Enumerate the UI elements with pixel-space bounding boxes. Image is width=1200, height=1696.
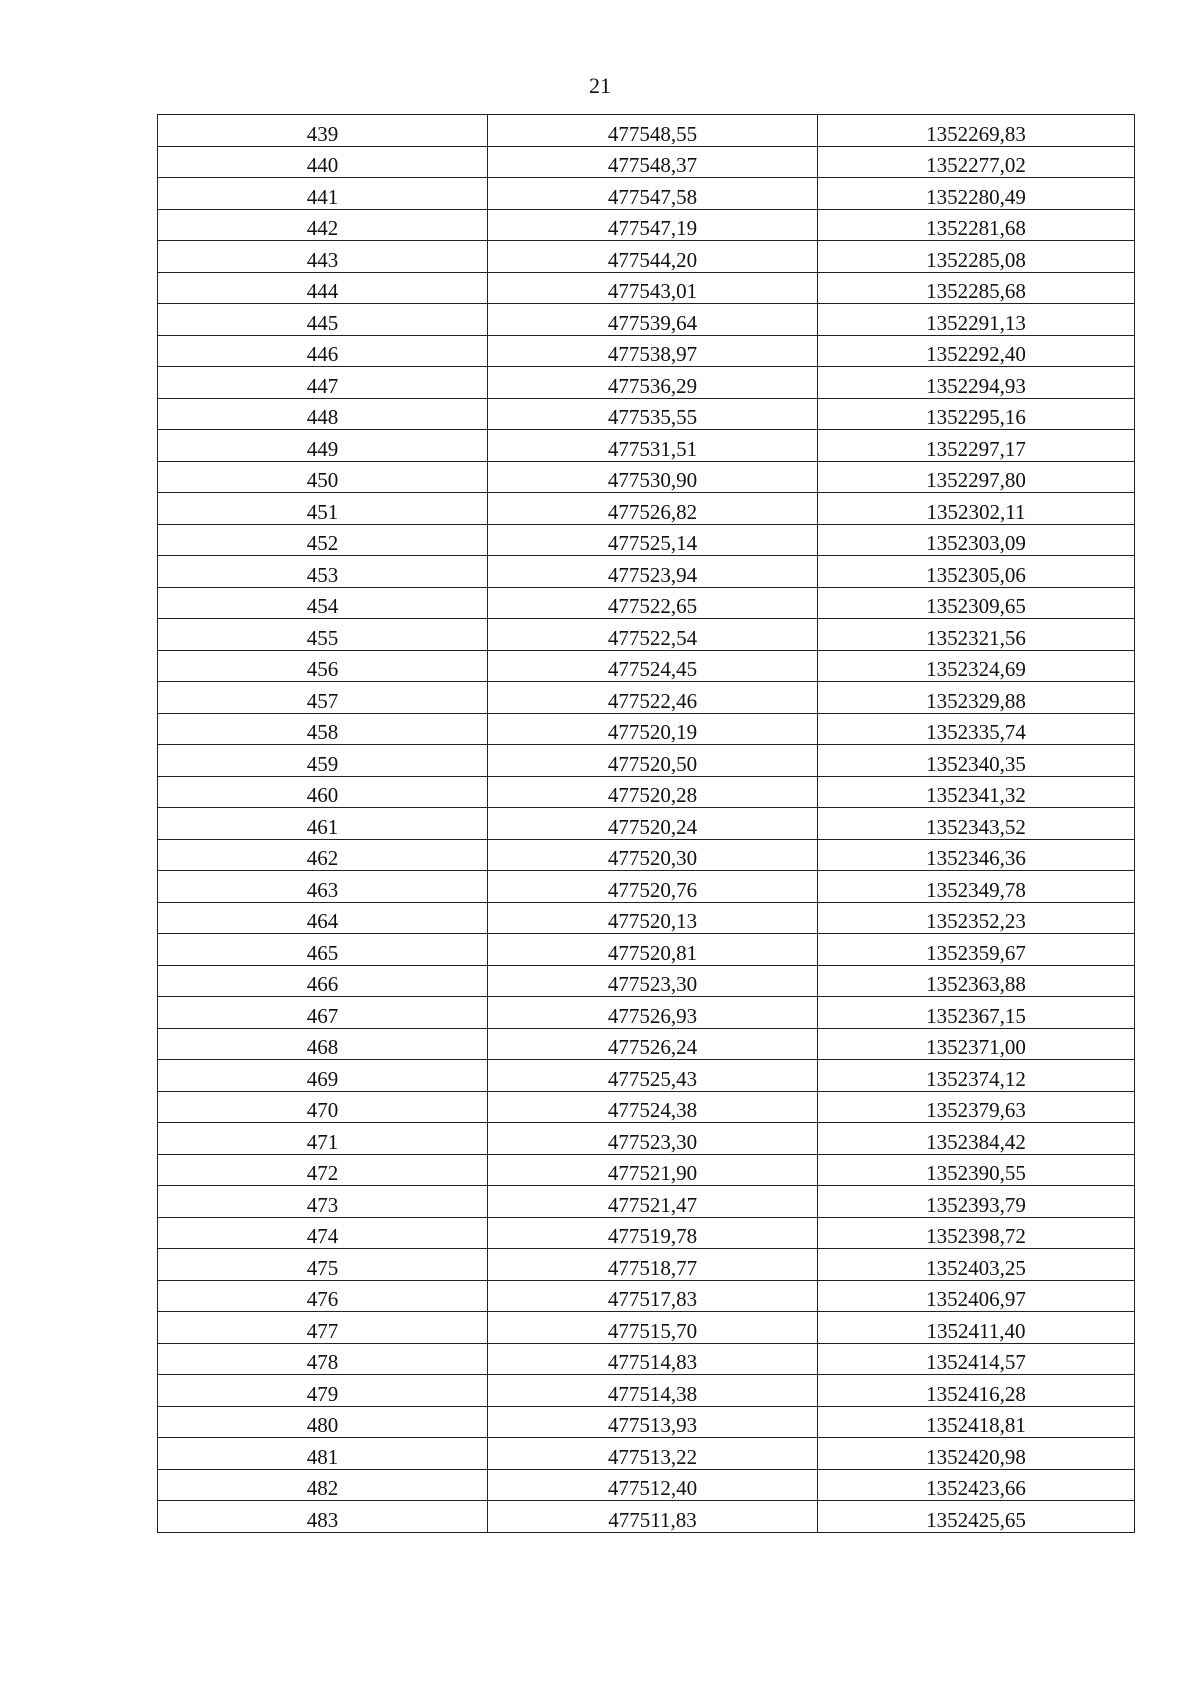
y-coordinate-cell: 1352371,00 [818,1028,1135,1060]
table-row [158,1375,1135,1407]
point-number-cell: 481 [158,1438,488,1470]
y-coordinate-cell: 1352352,23 [818,902,1135,934]
table-row [158,934,1135,966]
point-number-cell: 469 [158,1060,488,1092]
x-coordinate-cell: 477539,64 [488,304,818,336]
point-number-cell: 448 [158,398,488,430]
point-number-cell: 456 [158,650,488,682]
y-coordinate-cell: 1352349,78 [818,871,1135,903]
x-coordinate-cell: 477526,82 [488,493,818,525]
x-coordinate-cell: 477525,14 [488,524,818,556]
x-coordinate-cell: 477530,90 [488,461,818,493]
y-coordinate-cell: 1352285,68 [818,272,1135,304]
x-coordinate-cell: 477514,83 [488,1343,818,1375]
y-coordinate-cell: 1352297,17 [818,430,1135,462]
x-coordinate-cell: 477521,90 [488,1154,818,1186]
x-coordinate-cell: 477513,93 [488,1406,818,1438]
y-coordinate-cell: 1352390,55 [818,1154,1135,1186]
table-row [158,776,1135,808]
point-number-cell: 452 [158,524,488,556]
table-row [158,808,1135,840]
y-coordinate-cell: 1352379,63 [818,1091,1135,1123]
table-row [158,1249,1135,1281]
x-coordinate-cell: 477538,97 [488,335,818,367]
x-coordinate-cell: 477520,50 [488,745,818,777]
table-row [158,524,1135,556]
x-coordinate-cell: 477523,30 [488,1123,818,1155]
point-number-cell: 464 [158,902,488,934]
table-row [158,178,1135,210]
y-coordinate-cell: 1352418,81 [818,1406,1135,1438]
table-row [158,1406,1135,1438]
table-row [158,1343,1135,1375]
point-number-cell: 472 [158,1154,488,1186]
y-coordinate-cell: 1352335,74 [818,713,1135,745]
table-row [158,1217,1135,1249]
x-coordinate-cell: 477512,40 [488,1469,818,1501]
x-coordinate-cell: 477547,58 [488,178,818,210]
table-row [158,146,1135,178]
table-row [158,682,1135,714]
y-coordinate-cell: 1352403,25 [818,1249,1135,1281]
x-coordinate-cell: 477511,83 [488,1501,818,1533]
y-coordinate-cell: 1352285,08 [818,241,1135,273]
point-number-cell: 462 [158,839,488,871]
y-coordinate-cell: 1352420,98 [818,1438,1135,1470]
table-row [158,650,1135,682]
x-coordinate-cell: 477518,77 [488,1249,818,1281]
point-number-cell: 439 [158,115,488,147]
table-row [158,587,1135,619]
point-number-cell: 444 [158,272,488,304]
point-number-cell: 445 [158,304,488,336]
x-coordinate-cell: 477544,20 [488,241,818,273]
point-number-cell: 474 [158,1217,488,1249]
y-coordinate-cell: 1352292,40 [818,335,1135,367]
y-coordinate-cell: 1352411,40 [818,1312,1135,1344]
point-number-cell: 447 [158,367,488,399]
x-coordinate-cell: 477524,38 [488,1091,818,1123]
page-number: 21 [589,73,611,98]
table-row [158,871,1135,903]
point-number-cell: 459 [158,745,488,777]
y-coordinate-cell: 1352305,06 [818,556,1135,588]
point-number-cell: 475 [158,1249,488,1281]
point-number-cell: 466 [158,965,488,997]
point-number-cell: 450 [158,461,488,493]
point-number-cell: 468 [158,1028,488,1060]
x-coordinate-cell: 477523,30 [488,965,818,997]
y-coordinate-cell: 1352343,52 [818,808,1135,840]
x-coordinate-cell: 477517,83 [488,1280,818,1312]
coordinates-table [157,114,1135,1533]
point-number-cell: 473 [158,1186,488,1218]
table-row [158,556,1135,588]
point-number-cell: 453 [158,556,488,588]
x-coordinate-cell: 477513,22 [488,1438,818,1470]
x-coordinate-cell: 477520,81 [488,934,818,966]
y-coordinate-cell: 1352324,69 [818,650,1135,682]
point-number-cell: 471 [158,1123,488,1155]
y-coordinate-cell: 1352406,97 [818,1280,1135,1312]
table-row [158,965,1135,997]
x-coordinate-cell: 477520,13 [488,902,818,934]
y-coordinate-cell: 1352384,42 [818,1123,1135,1155]
y-coordinate-cell: 1352425,65 [818,1501,1135,1533]
y-coordinate-cell: 1352346,36 [818,839,1135,871]
y-coordinate-cell: 1352302,11 [818,493,1135,525]
x-coordinate-cell: 477519,78 [488,1217,818,1249]
y-coordinate-cell: 1352393,79 [818,1186,1135,1218]
x-coordinate-cell: 477521,47 [488,1186,818,1218]
y-coordinate-cell: 1352329,88 [818,682,1135,714]
y-coordinate-cell: 1352398,72 [818,1217,1135,1249]
point-number-cell: 476 [158,1280,488,1312]
y-coordinate-cell: 1352269,83 [818,115,1135,147]
table-row [158,1028,1135,1060]
x-coordinate-cell: 477531,51 [488,430,818,462]
table-row [158,115,1135,147]
table-row [158,1312,1135,1344]
table-row [158,1469,1135,1501]
x-coordinate-cell: 477520,28 [488,776,818,808]
point-number-cell: 470 [158,1091,488,1123]
point-number-cell: 482 [158,1469,488,1501]
point-number-cell: 441 [158,178,488,210]
y-coordinate-cell: 1352294,93 [818,367,1135,399]
x-coordinate-cell: 477522,46 [488,682,818,714]
table-row [158,713,1135,745]
point-number-cell: 463 [158,871,488,903]
point-number-cell: 483 [158,1501,488,1533]
x-coordinate-cell: 477548,37 [488,146,818,178]
y-coordinate-cell: 1352297,80 [818,461,1135,493]
coordinates-table-body [158,115,1135,1533]
point-number-cell: 455 [158,619,488,651]
table-row [158,367,1135,399]
table-row [158,902,1135,934]
point-number-cell: 477 [158,1312,488,1344]
y-coordinate-cell: 1352277,02 [818,146,1135,178]
table-row [158,1154,1135,1186]
table-row [158,493,1135,525]
table-row [158,1186,1135,1218]
y-coordinate-cell: 1352291,13 [818,304,1135,336]
y-coordinate-cell: 1352303,09 [818,524,1135,556]
table-row [158,1123,1135,1155]
table-row [158,1091,1135,1123]
y-coordinate-cell: 1352374,12 [818,1060,1135,1092]
x-coordinate-cell: 477547,19 [488,209,818,241]
table-row [158,272,1135,304]
y-coordinate-cell: 1352414,57 [818,1343,1135,1375]
table-row [158,997,1135,1029]
x-coordinate-cell: 477522,65 [488,587,818,619]
table-row [158,241,1135,273]
x-coordinate-cell: 477524,45 [488,650,818,682]
point-number-cell: 457 [158,682,488,714]
x-coordinate-cell: 477526,93 [488,997,818,1029]
x-coordinate-cell: 477536,29 [488,367,818,399]
y-coordinate-cell: 1352359,67 [818,934,1135,966]
x-coordinate-cell: 477520,24 [488,808,818,840]
point-number-cell: 443 [158,241,488,273]
x-coordinate-cell: 477543,01 [488,272,818,304]
table-row [158,619,1135,651]
y-coordinate-cell: 1352423,66 [818,1469,1135,1501]
point-number-cell: 449 [158,430,488,462]
x-coordinate-cell: 477526,24 [488,1028,818,1060]
x-coordinate-cell: 477522,54 [488,619,818,651]
y-coordinate-cell: 1352363,88 [818,965,1135,997]
y-coordinate-cell: 1352340,35 [818,745,1135,777]
y-coordinate-cell: 1352341,32 [818,776,1135,808]
table-row [158,398,1135,430]
y-coordinate-cell: 1352280,49 [818,178,1135,210]
x-coordinate-cell: 477525,43 [488,1060,818,1092]
x-coordinate-cell: 477520,19 [488,713,818,745]
table-row [158,1060,1135,1092]
point-number-cell: 451 [158,493,488,525]
y-coordinate-cell: 1352367,15 [818,997,1135,1029]
point-number-cell: 478 [158,1343,488,1375]
x-coordinate-cell: 477523,94 [488,556,818,588]
point-number-cell: 480 [158,1406,488,1438]
x-coordinate-cell: 477515,70 [488,1312,818,1344]
table-row [158,839,1135,871]
point-number-cell: 461 [158,808,488,840]
table-row [158,461,1135,493]
table-row [158,1438,1135,1470]
y-coordinate-cell: 1352416,28 [818,1375,1135,1407]
table-row [158,745,1135,777]
table-row [158,209,1135,241]
table-row [158,1501,1135,1533]
point-number-cell: 454 [158,587,488,619]
x-coordinate-cell: 477548,55 [488,115,818,147]
x-coordinate-cell: 477520,76 [488,871,818,903]
y-coordinate-cell: 1352309,65 [818,587,1135,619]
y-coordinate-cell: 1352321,56 [818,619,1135,651]
point-number-cell: 446 [158,335,488,367]
table-row [158,1280,1135,1312]
point-number-cell: 465 [158,934,488,966]
table-row [158,430,1135,462]
point-number-cell: 460 [158,776,488,808]
x-coordinate-cell: 477520,30 [488,839,818,871]
table-row [158,335,1135,367]
y-coordinate-cell: 1352295,16 [818,398,1135,430]
point-number-cell: 467 [158,997,488,1029]
point-number-cell: 442 [158,209,488,241]
y-coordinate-cell: 1352281,68 [818,209,1135,241]
table-row [158,304,1135,336]
point-number-cell: 440 [158,146,488,178]
x-coordinate-cell: 477514,38 [488,1375,818,1407]
x-coordinate-cell: 477535,55 [488,398,818,430]
point-number-cell: 479 [158,1375,488,1407]
point-number-cell: 458 [158,713,488,745]
